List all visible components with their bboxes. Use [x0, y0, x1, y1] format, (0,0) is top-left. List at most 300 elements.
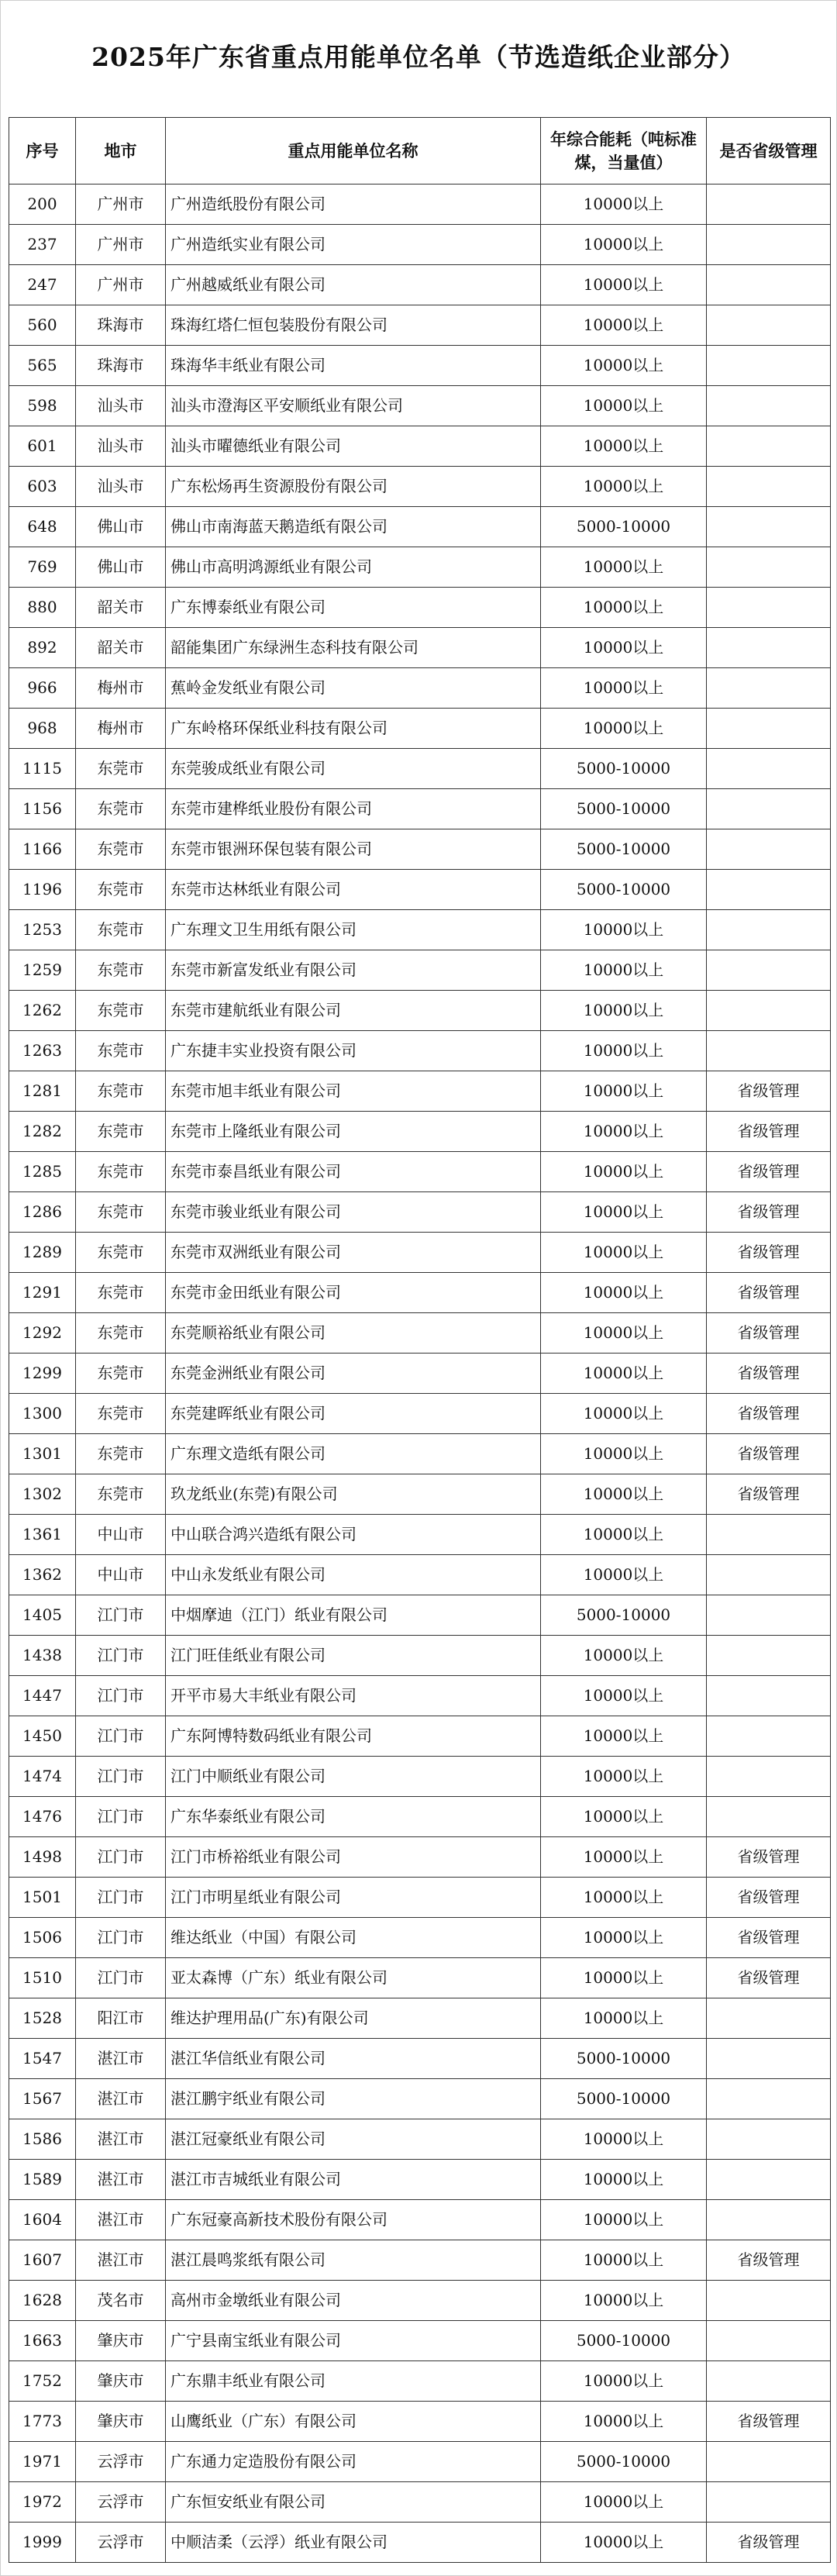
cell-provincial: 省级管理	[707, 1434, 831, 1474]
cell-unit-name: 东莞市旭丰纸业有限公司	[166, 1071, 541, 1112]
cell-city: 肇庆市	[76, 2402, 166, 2442]
table-row	[9, 2482, 831, 2523]
cell-energy: 5000-10000	[541, 749, 707, 789]
cell-city: 湛江市	[76, 2039, 166, 2079]
cell-unit-name: 东莞市建航纸业有限公司	[166, 991, 541, 1031]
table-row	[9, 1636, 831, 1676]
cell-city: 江门市	[76, 1837, 166, 1878]
cell-provincial	[707, 2200, 831, 2240]
cell-provincial	[707, 950, 831, 991]
cell-unit-name: 中山联合鸿兴造纸有限公司	[166, 1515, 541, 1555]
cell-provincial: 省级管理	[707, 1354, 831, 1394]
cell-energy: 10000以上	[541, 1394, 707, 1434]
table-row	[9, 467, 831, 507]
cell-unit-name: 佛山市南海蓝天鹅造纸有限公司	[166, 507, 541, 547]
table-row	[9, 1918, 831, 1958]
cell-city: 汕头市	[76, 426, 166, 467]
cell-provincial: 省级管理	[707, 1112, 831, 1152]
table-row	[9, 1071, 831, 1112]
cell-energy: 10000以上	[541, 547, 707, 588]
table-row	[9, 2160, 831, 2200]
table-row	[9, 991, 831, 1031]
cell-energy: 10000以上	[541, 709, 707, 749]
table-row	[9, 1676, 831, 1716]
cell-city: 东莞市	[76, 950, 166, 991]
table-row	[9, 870, 831, 910]
cell-provincial	[707, 184, 831, 225]
cell-city: 东莞市	[76, 1273, 166, 1313]
cell-provincial	[707, 628, 831, 668]
cell-no: 1285	[9, 1152, 76, 1192]
table-row	[9, 1192, 831, 1233]
cell-no: 1286	[9, 1192, 76, 1233]
cell-energy: 5000-10000	[541, 1595, 707, 1636]
cell-energy: 10000以上	[541, 1031, 707, 1071]
cell-city: 湛江市	[76, 2200, 166, 2240]
table-row	[9, 1595, 831, 1636]
table-row	[9, 507, 831, 547]
cell-provincial: 省级管理	[707, 1474, 831, 1515]
cell-unit-name: 中山永发纸业有限公司	[166, 1555, 541, 1595]
cell-no: 1281	[9, 1071, 76, 1112]
cell-unit-name: 江门中顺纸业有限公司	[166, 1757, 541, 1797]
cell-provincial: 省级管理	[707, 1878, 831, 1918]
cell-energy: 10000以上	[541, 2482, 707, 2523]
cell-city: 东莞市	[76, 1474, 166, 1515]
cell-unit-name: 东莞市金田纸业有限公司	[166, 1273, 541, 1313]
cell-city: 广州市	[76, 265, 166, 305]
cell-no: 1259	[9, 950, 76, 991]
cell-energy: 10000以上	[541, 386, 707, 426]
cell-provincial: 省级管理	[707, 1273, 831, 1313]
cell-city: 汕头市	[76, 467, 166, 507]
table-row	[9, 1797, 831, 1837]
table-row	[9, 2079, 831, 2119]
cell-no: 966	[9, 668, 76, 709]
cell-no: 1501	[9, 1878, 76, 1918]
cell-energy: 10000以上	[541, 2523, 707, 2563]
cell-energy: 10000以上	[541, 2119, 707, 2160]
cell-city: 东莞市	[76, 1434, 166, 1474]
cell-unit-name: 东莞市新富发纸业有限公司	[166, 950, 541, 991]
cell-provincial	[707, 265, 831, 305]
cell-energy: 5000-10000	[541, 2321, 707, 2361]
cell-city: 湛江市	[76, 2160, 166, 2200]
cell-unit-name: 广州造纸实业有限公司	[166, 225, 541, 265]
cell-provincial	[707, 547, 831, 588]
cell-provincial	[707, 346, 831, 386]
cell-city: 东莞市	[76, 991, 166, 1031]
cell-city: 佛山市	[76, 507, 166, 547]
cell-energy: 10000以上	[541, 265, 707, 305]
cell-energy: 10000以上	[541, 1757, 707, 1797]
cell-city: 江门市	[76, 1757, 166, 1797]
table-body	[9, 184, 831, 2563]
cell-city: 江门市	[76, 1797, 166, 1837]
table-row	[9, 2240, 831, 2281]
cell-provincial	[707, 1716, 831, 1757]
cell-unit-name: 广东博泰纸业有限公司	[166, 588, 541, 628]
cell-provincial	[707, 1031, 831, 1071]
cell-no: 1476	[9, 1797, 76, 1837]
cell-no: 1773	[9, 2402, 76, 2442]
cell-energy: 10000以上	[541, 1837, 707, 1878]
table-row	[9, 1354, 831, 1394]
cell-provincial	[707, 386, 831, 426]
cell-no: 1156	[9, 789, 76, 829]
cell-unit-name: 广东冠豪高新技术股份有限公司	[166, 2200, 541, 2240]
cell-city: 中山市	[76, 1515, 166, 1555]
table-row	[9, 1474, 831, 1515]
cell-no: 1589	[9, 2160, 76, 2200]
cell-unit-name: 珠海红塔仁恒包装股份有限公司	[166, 305, 541, 346]
cell-energy: 10000以上	[541, 1878, 707, 1918]
cell-unit-name: 广东理文卫生用纸有限公司	[166, 910, 541, 950]
header-no: 序号	[9, 118, 76, 184]
cell-provincial: 省级管理	[707, 1313, 831, 1354]
cell-city: 梅州市	[76, 668, 166, 709]
cell-energy: 10000以上	[541, 1797, 707, 1837]
cell-no: 1607	[9, 2240, 76, 2281]
table-row	[9, 789, 831, 829]
cell-provincial	[707, 2281, 831, 2321]
cell-unit-name: 蕉岭金发纸业有限公司	[166, 668, 541, 709]
cell-no: 565	[9, 346, 76, 386]
cell-energy: 10000以上	[541, 1515, 707, 1555]
cell-energy: 10000以上	[541, 1555, 707, 1595]
cell-energy: 10000以上	[541, 2200, 707, 2240]
cell-no: 1262	[9, 991, 76, 1031]
table-row	[9, 2523, 831, 2563]
cell-energy: 10000以上	[541, 1716, 707, 1757]
cell-city: 肇庆市	[76, 2321, 166, 2361]
cell-provincial	[707, 2160, 831, 2200]
cell-energy: 10000以上	[541, 588, 707, 628]
cell-unit-name: 广州造纸股份有限公司	[166, 184, 541, 225]
cell-energy: 10000以上	[541, 1313, 707, 1354]
cell-provincial	[707, 668, 831, 709]
cell-no: 1292	[9, 1313, 76, 1354]
table-row	[9, 1716, 831, 1757]
cell-no: 769	[9, 547, 76, 588]
cell-no: 1405	[9, 1595, 76, 1636]
table-row	[9, 628, 831, 668]
cell-provincial	[707, 1676, 831, 1716]
table-row	[9, 910, 831, 950]
cell-no: 1450	[9, 1716, 76, 1757]
cell-unit-name: 广东鼎丰纸业有限公司	[166, 2361, 541, 2402]
cell-unit-name: 东莞金洲纸业有限公司	[166, 1354, 541, 1394]
cell-unit-name: 亚太森博（广东）纸业有限公司	[166, 1958, 541, 1998]
cell-unit-name: 中烟摩迪（江门）纸业有限公司	[166, 1595, 541, 1636]
cell-no: 1510	[9, 1958, 76, 1998]
cell-city: 东莞市	[76, 1192, 166, 1233]
cell-unit-name: 汕头市澄海区平安顺纸业有限公司	[166, 386, 541, 426]
cell-energy: 10000以上	[541, 1112, 707, 1152]
cell-no: 200	[9, 184, 76, 225]
cell-provincial: 省级管理	[707, 2240, 831, 2281]
cell-provincial: 省级管理	[707, 2523, 831, 2563]
cell-unit-name: 汕头市曜德纸业有限公司	[166, 426, 541, 467]
cell-no: 1263	[9, 1031, 76, 1071]
cell-unit-name: 玖龙纸业(东莞)有限公司	[166, 1474, 541, 1515]
cell-provincial	[707, 305, 831, 346]
cell-unit-name: 山鹰纸业（广东）有限公司	[166, 2402, 541, 2442]
cell-energy: 5000-10000	[541, 789, 707, 829]
cell-energy: 10000以上	[541, 305, 707, 346]
cell-provincial: 省级管理	[707, 1071, 831, 1112]
table-row	[9, 1394, 831, 1434]
table-row	[9, 386, 831, 426]
cell-unit-name: 江门市桥裕纸业有限公司	[166, 1837, 541, 1878]
cell-provincial	[707, 991, 831, 1031]
cell-unit-name: 东莞市建桦纸业股份有限公司	[166, 789, 541, 829]
cell-no: 237	[9, 225, 76, 265]
cell-provincial: 省级管理	[707, 2402, 831, 2442]
table-row	[9, 1757, 831, 1797]
cell-city: 广州市	[76, 184, 166, 225]
cell-city: 东莞市	[76, 1112, 166, 1152]
document-title: 2025年广东省重点用能单位名单（节选造纸企业部分）	[91, 41, 746, 72]
cell-provincial	[707, 2361, 831, 2402]
cell-no: 1299	[9, 1354, 76, 1394]
table-row	[9, 829, 831, 870]
cell-energy: 10000以上	[541, 1918, 707, 1958]
cell-provincial	[707, 2482, 831, 2523]
cell-city: 阳江市	[76, 1998, 166, 2039]
cell-energy: 10000以上	[541, 2402, 707, 2442]
cell-unit-name: 广州越威纸业有限公司	[166, 265, 541, 305]
cell-no: 1628	[9, 2281, 76, 2321]
cell-energy: 10000以上	[541, 2240, 707, 2281]
cell-energy: 10000以上	[541, 1071, 707, 1112]
cell-provincial	[707, 1595, 831, 1636]
cell-city: 肇庆市	[76, 2361, 166, 2402]
cell-unit-name: 开平市易大丰纸业有限公司	[166, 1676, 541, 1716]
cell-city: 东莞市	[76, 749, 166, 789]
cell-provincial	[707, 749, 831, 789]
cell-no: 1196	[9, 870, 76, 910]
cell-city: 东莞市	[76, 1152, 166, 1192]
cell-provincial	[707, 588, 831, 628]
cell-provincial: 省级管理	[707, 1152, 831, 1192]
header-row	[9, 118, 831, 184]
cell-city: 汕头市	[76, 386, 166, 426]
cell-no: 1438	[9, 1636, 76, 1676]
cell-unit-name: 东莞建晖纸业有限公司	[166, 1394, 541, 1434]
header-provincial: 是否省级管理	[707, 118, 831, 184]
cell-no: 1498	[9, 1837, 76, 1878]
cell-unit-name: 湛江冠豪纸业有限公司	[166, 2119, 541, 2160]
cell-city: 珠海市	[76, 346, 166, 386]
cell-city: 珠海市	[76, 305, 166, 346]
cell-energy: 10000以上	[541, 2361, 707, 2402]
cell-no: 598	[9, 386, 76, 426]
cell-unit-name: 广东岭格环保纸业科技有限公司	[166, 709, 541, 749]
cell-no: 1289	[9, 1233, 76, 1273]
cell-unit-name: 东莞市银洲环保包装有限公司	[166, 829, 541, 870]
cell-energy: 5000-10000	[541, 829, 707, 870]
cell-provincial	[707, 1757, 831, 1797]
cell-city: 云浮市	[76, 2482, 166, 2523]
cell-city: 江门市	[76, 1878, 166, 1918]
cell-city: 江门市	[76, 1958, 166, 1998]
table-row	[9, 184, 831, 225]
cell-unit-name: 江门旺佳纸业有限公司	[166, 1636, 541, 1676]
cell-energy: 10000以上	[541, 467, 707, 507]
cell-unit-name: 湛江鹏宇纸业有限公司	[166, 2079, 541, 2119]
cell-no: 648	[9, 507, 76, 547]
table-row	[9, 709, 831, 749]
cell-provincial	[707, 709, 831, 749]
cell-unit-name: 佛山市高明鸿源纸业有限公司	[166, 547, 541, 588]
cell-city: 佛山市	[76, 547, 166, 588]
cell-unit-name: 广东捷丰实业投资有限公司	[166, 1031, 541, 1071]
cell-city: 东莞市	[76, 1233, 166, 1273]
cell-city: 梅州市	[76, 709, 166, 749]
cell-provincial	[707, 1797, 831, 1837]
cell-provincial	[707, 2442, 831, 2482]
cell-no: 1362	[9, 1555, 76, 1595]
cell-no: 892	[9, 628, 76, 668]
table-row	[9, 2119, 831, 2160]
cell-provincial	[707, 1636, 831, 1676]
cell-city: 广州市	[76, 225, 166, 265]
cell-unit-name: 广东理文造纸有限公司	[166, 1434, 541, 1474]
cell-no: 1528	[9, 1998, 76, 2039]
table-row	[9, 1031, 831, 1071]
cell-city: 江门市	[76, 1716, 166, 1757]
cell-energy: 10000以上	[541, 225, 707, 265]
cell-energy: 10000以上	[541, 1354, 707, 1394]
table-row	[9, 588, 831, 628]
table-row	[9, 2402, 831, 2442]
cell-city: 东莞市	[76, 1354, 166, 1394]
table-row	[9, 2200, 831, 2240]
cell-provincial	[707, 789, 831, 829]
cell-city: 江门市	[76, 1595, 166, 1636]
table-row	[9, 2039, 831, 2079]
cell-provincial: 省级管理	[707, 1233, 831, 1273]
table-row	[9, 1998, 831, 2039]
table-row	[9, 2442, 831, 2482]
cell-provincial	[707, 2119, 831, 2160]
table-row	[9, 547, 831, 588]
cell-provincial	[707, 2039, 831, 2079]
cell-city: 云浮市	[76, 2523, 166, 2563]
cell-energy: 10000以上	[541, 910, 707, 950]
cell-unit-name: 维达纸业（中国）有限公司	[166, 1918, 541, 1958]
cell-energy: 10000以上	[541, 1676, 707, 1716]
table-row	[9, 346, 831, 386]
cell-unit-name: 广宁县南宝纸业有限公司	[166, 2321, 541, 2361]
cell-no: 1291	[9, 1273, 76, 1313]
cell-provincial	[707, 2079, 831, 2119]
table-row	[9, 2321, 831, 2361]
cell-no: 1972	[9, 2482, 76, 2523]
header-energy: 年综合能耗（吨标准煤，当量值）	[541, 118, 707, 184]
cell-city: 东莞市	[76, 829, 166, 870]
cell-no: 247	[9, 265, 76, 305]
cell-city: 湛江市	[76, 2240, 166, 2281]
table-row	[9, 950, 831, 991]
cell-no: 1663	[9, 2321, 76, 2361]
cell-provincial: 省级管理	[707, 1394, 831, 1434]
cell-energy: 10000以上	[541, 950, 707, 991]
cell-no: 1971	[9, 2442, 76, 2482]
table-row	[9, 1313, 831, 1354]
cell-energy: 10000以上	[541, 184, 707, 225]
cell-city: 韶关市	[76, 628, 166, 668]
cell-city: 东莞市	[76, 789, 166, 829]
cell-no: 1547	[9, 2039, 76, 2079]
table-row	[9, 749, 831, 789]
cell-energy: 5000-10000	[541, 2079, 707, 2119]
cell-energy: 10000以上	[541, 991, 707, 1031]
cell-city: 云浮市	[76, 2442, 166, 2482]
table-row	[9, 1515, 831, 1555]
cell-unit-name: 广东通力定造股份有限公司	[166, 2442, 541, 2482]
cell-energy: 5000-10000	[541, 2039, 707, 2079]
cell-unit-name: 广东华泰纸业有限公司	[166, 1797, 541, 1837]
cell-city: 茂名市	[76, 2281, 166, 2321]
cell-no: 601	[9, 426, 76, 467]
cell-unit-name: 湛江市吉城纸业有限公司	[166, 2160, 541, 2200]
table-row	[9, 668, 831, 709]
cell-no: 968	[9, 709, 76, 749]
cell-no: 1567	[9, 2079, 76, 2119]
cell-unit-name: 湛江华信纸业有限公司	[166, 2039, 541, 2079]
cell-city: 江门市	[76, 1676, 166, 1716]
cell-city: 中山市	[76, 1555, 166, 1595]
cell-unit-name: 高州市金墩纸业有限公司	[166, 2281, 541, 2321]
cell-provincial	[707, 829, 831, 870]
cell-energy: 10000以上	[541, 346, 707, 386]
cell-provincial: 省级管理	[707, 1192, 831, 1233]
cell-provincial	[707, 1555, 831, 1595]
cell-energy: 10000以上	[541, 1474, 707, 1515]
cell-energy: 5000-10000	[541, 870, 707, 910]
cell-energy: 10000以上	[541, 1998, 707, 2039]
cell-unit-name: 江门市明星纸业有限公司	[166, 1878, 541, 1918]
cell-unit-name: 东莞市双洲纸业有限公司	[166, 1233, 541, 1273]
cell-unit-name: 东莞顺裕纸业有限公司	[166, 1313, 541, 1354]
cell-no: 880	[9, 588, 76, 628]
cell-no: 1302	[9, 1474, 76, 1515]
table-row	[9, 305, 831, 346]
cell-unit-name: 广东松炀再生资源股份有限公司	[166, 467, 541, 507]
cell-city: 东莞市	[76, 1071, 166, 1112]
table-row	[9, 1958, 831, 1998]
cell-energy: 10000以上	[541, 426, 707, 467]
cell-unit-name: 广东阿博特数码纸业有限公司	[166, 1716, 541, 1757]
cell-energy: 10000以上	[541, 1958, 707, 1998]
cell-city: 湛江市	[76, 2079, 166, 2119]
table-row	[9, 1273, 831, 1313]
cell-provincial	[707, 870, 831, 910]
cell-unit-name: 广东恒安纸业有限公司	[166, 2482, 541, 2523]
cell-city: 湛江市	[76, 2119, 166, 2160]
cell-no: 1506	[9, 1918, 76, 1958]
header-city: 地市	[76, 118, 166, 184]
table-row	[9, 426, 831, 467]
cell-no: 1300	[9, 1394, 76, 1434]
cell-no: 1166	[9, 829, 76, 870]
cell-no: 1282	[9, 1112, 76, 1152]
cell-unit-name: 东莞市骏业纸业有限公司	[166, 1192, 541, 1233]
cell-no: 1752	[9, 2361, 76, 2402]
cell-no: 1447	[9, 1676, 76, 1716]
